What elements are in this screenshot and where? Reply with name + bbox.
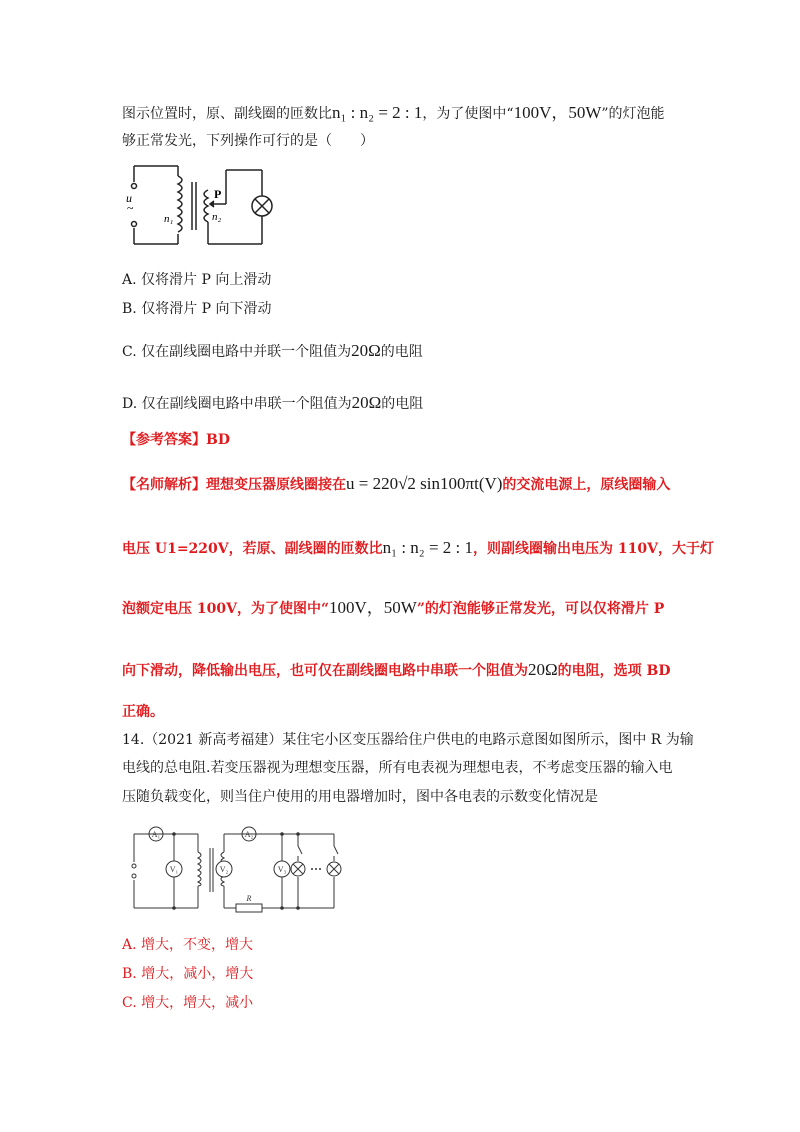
q13-label-n1: n₁ [164,213,174,225]
q13-analysis-line-3 [122,598,664,619]
q13-option-d-value: 20Ω [351,393,382,412]
q13-stem-line-2: 够正常发光，下列操作可行的是（ ） [122,133,374,149]
q13-analysis-text-3b: ”的灯泡能够正常发光，可以仅将滑片 P [416,601,665,617]
q13-analysis-line-5: 正确。 [122,704,164,720]
q13-option-d [122,393,423,414]
q13-analysis-text-4b: 的电阻，选项 BD [557,663,671,679]
q14-option-b: B. 增大，减小，增大 [122,966,254,982]
q13-label-n2: n₂ [212,211,222,223]
q14-stem-line-3: 压随负载变化，则当住户使用的用电器增加时，图中各电表的示数变化情况是 [122,789,598,805]
q13-option-c [122,341,423,362]
q13-analysis-formula: u = 220√2 sin100πt(V) [346,474,503,493]
q13-analysis-lamp: 100V，50W [329,598,417,617]
q13-stem-text-b: ，为了使图中“ [422,106,514,122]
q13-analysis-text-3a: 泡额定电压 100V，为了使图中“ [122,601,330,617]
q13-option-a: A. 仅将滑片 P 向上滑动 [122,272,272,288]
q13-circuit-figure [122,160,282,252]
q13-option-c-value: 20Ω [351,341,381,360]
q14-option-c: C. 增大，增大，减小 [122,995,254,1011]
q14-label-v1: V₁ [169,865,179,874]
q13-option-d-text-a: D. 仅在副线圈电路中串联一个阻值为 [122,396,352,412]
q14-option-a: A. 增大，不变，增大 [122,937,254,953]
q13-analysis-text-2b: ，则副线圈输出电压为 110V，大于灯 [473,541,714,557]
q13-label-tilde: ~ [127,201,134,215]
q13-ratio: n₁ : n₂ = 2 : 1 [332,103,423,122]
q13-option-b: B. 仅将滑片 P 向下滑动 [122,301,272,317]
q13-stem-text-a: 图示位置时，原、副线圈的匝数比 [122,106,332,122]
q13-analysis-text-2a: 电压 U1=220V，若原、副线圈的匝数比 [122,541,383,557]
q13-analysis-line-1 [122,474,670,495]
q13-analysis-line-4 [122,660,671,681]
q13-analysis-text-1a: 【名师解析】理想变压器原线圈接在 [122,477,346,493]
q14-label-a1: A₁ [151,830,161,839]
q13-lamp-rating: 100V，50W [513,103,602,122]
q14-label-a2: A₂ [244,830,254,839]
q14-label-r: R [246,894,252,903]
q13-option-c-text-a: C. 仅在副线圈电路中并联一个阻值为 [122,344,352,360]
q14-label-v2: V₂ [219,865,229,874]
q13-option-d-text-b: 的电阻 [381,396,424,412]
q14-label-v3: V₃ [277,865,287,874]
q13-label-u: u [126,191,132,205]
q14-stem-line-1: 14.（2021 新高考福建）某住宅小区变压器给住户供电的电路示意图如图所示，图中 R 为输 [122,732,694,748]
q14-stem-line-2: 电线的总电阻.若变压器视为理想变压器，所有电表视为理想电表，不考虑变压器的输入电 [122,760,673,776]
q13-analysis-text-1b: 的交流电源上，原线圈输入 [502,477,671,493]
q14-circuit-figure [122,822,344,914]
q13-stem-line-1 [122,103,665,124]
q13-answer: 【参考答案】BD [122,432,230,448]
q13-label-p: P [214,187,222,201]
q13-analysis-ratio: n₁ : n₂ = 2 : 1 [382,538,474,557]
q13-option-c-text-b: 的电阻 [380,344,423,360]
q13-analysis-text-4a: 向下滑动，降低输出电压，也可仅在副线圈电路中串联一个阻值为 [122,663,528,679]
q13-analysis-line-2 [122,538,714,559]
q13-analysis-resistance: 20Ω [528,660,558,679]
q13-stem-text-c: ”的灯泡能 [601,106,665,122]
